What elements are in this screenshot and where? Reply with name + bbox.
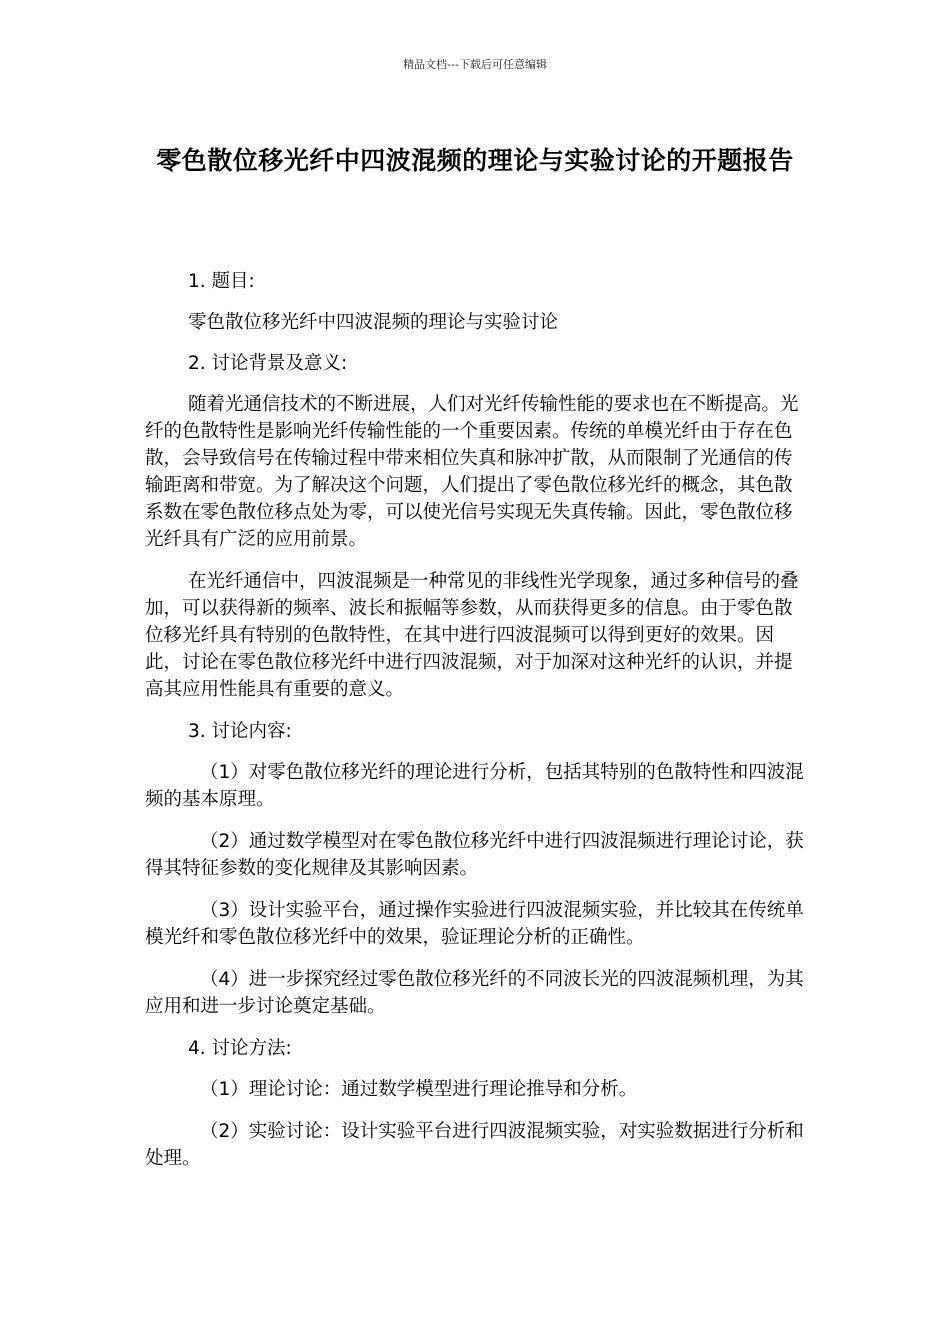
document-body — [145, 268, 810, 1187]
section-heading-method: 4. 讨论方法: — [188, 1038, 292, 1059]
background-paragraph-2: 在光纤通信中，四波混频是一种常见的非线性光学现象，通过多种信号的叠加，可以获得新的频率、波长和振幅等参数，从而获得更多的信息。由于零色散位移光纤具有特别的色散特性，在其中进行四波混频可以得到更好的效果。因此，讨论在零色散位移光纤中进行四波混频，对于加深对这种光纤的认识，并提高其应用性能具有重要的意义。 — [145, 571, 799, 700]
header-note: 精品文档---下载后可任意编辑 — [403, 58, 547, 71]
section-heading-topic: 1. 题目: — [188, 271, 255, 292]
content-item-1: （1）对零色散位移光纤的理论进行分析，包括其特别的色散特性和四波混频的基本原理。 — [145, 762, 804, 810]
document-title: 零色散位移光纤中四波混频的理论与实验讨论的开题报告 — [156, 146, 794, 175]
method-item-1: （1）理论讨论：通过数学模型进行理论推导和分析。 — [200, 1079, 638, 1100]
background-paragraph-1: 随着光通信技术的不断进展，人们对光纤传输性能的要求也在不断提高。光纤的色散特性是影响光纤传输性能的一个重要因素。传统的单模光纤由于存在色散，会导致信号在传输过程中带来相位失真和脉冲扩散，从而限制了光通信的传输距离和带宽。为了解决这个问题，人们提出了零色散位移光纤的概念，其色散系数在零色散位移点处为零，可以使光信号实现无失真传输。因此，零色散位移光纤具有广泛的应用前景。 — [145, 394, 799, 550]
content-item-2: （2）通过数学模型对在零色散位移光纤中进行四波混频进行理论讨论，获得其特征参数的变化规律及其影响因素。 — [145, 831, 804, 879]
section-heading-background: 2. 讨论背景及意义: — [188, 353, 348, 374]
content-item-4: （4）进一步探究经过零色散位移光纤的不同波长光的四波混频机理，为其应用和进一步讨论奠定基础。 — [145, 969, 804, 1017]
topic-text: 零色散位移光纤中四波混频的理论与实验讨论 — [188, 312, 559, 333]
section-heading-content: 3. 讨论内容: — [188, 721, 292, 742]
method-item-2: （2）实验讨论：设计实验平台进行四波混频实验，对实验数据进行分析和处理。 — [145, 1121, 804, 1169]
content-item-3: （3）设计实验平台，通过操作实验进行四波混频实验，并比较其在传统单模光纤和零色散位移光纤中的效果，验证理论分析的正确性。 — [145, 900, 804, 948]
